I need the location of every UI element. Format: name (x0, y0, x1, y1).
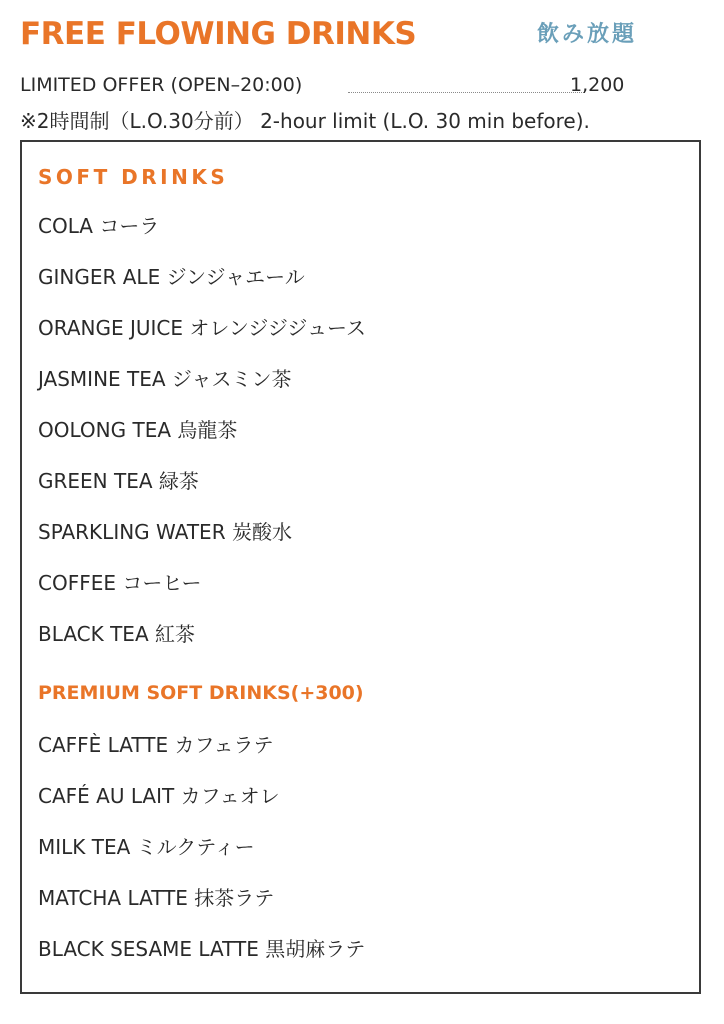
menu-item-coffee: COFFEE コーヒー (38, 571, 202, 595)
offer-leader-dots (348, 92, 584, 93)
page-title: FREE FLOWING DRINKS (20, 16, 417, 52)
page-title-japanese: 飲み放題 (537, 22, 638, 47)
offer-price: 1,200 (570, 74, 625, 96)
menu-item-green-tea: GREEN TEA 緑茶 (38, 469, 199, 493)
offer-label: LIMITED OFFER (OPEN–20:00) (20, 74, 303, 96)
menu-item-jasmine-tea: JASMINE TEA ジャスミン茶 (38, 367, 292, 391)
time-limit-note: ※2時間制（L.O.30分前） 2-hour limit (L.O. 30 min before). (20, 109, 590, 133)
menu-item-orange-juice: ORANGE JUICE オレンジジジュース (38, 316, 366, 340)
premium-drinks-heading: PREMIUM SOFT DRINKS(+300) (38, 682, 364, 704)
menu-item-black-sesame-latte: BLACK SESAME LATTE 黒胡麻ラテ (38, 937, 366, 961)
drinks-menu-box (20, 140, 701, 994)
menu-item-caffe-latte: CAFFÈ LATTE カフェラテ (38, 733, 274, 757)
menu-item-ginger-ale: GINGER ALE ジンジャエール (38, 265, 305, 289)
menu-item-sparkling-water: SPARKLING WATER 炭酸水 (38, 520, 292, 544)
menu-item-cola: COLA コーラ (38, 214, 160, 238)
menu-item-black-tea: BLACK TEA 紅茶 (38, 622, 195, 646)
soft-drinks-heading: SOFT DRINKS (38, 165, 229, 189)
offer-row (20, 70, 630, 100)
menu-item-oolong-tea: OOLONG TEA 烏龍茶 (38, 418, 238, 442)
menu-item-cafe-au-lait: CAFÉ AU LAIT カフェオレ (38, 784, 280, 808)
menu-item-milk-tea: MILK TEA ミルクティー (38, 835, 255, 859)
menu-item-matcha-latte: MATCHA LATTE 抹茶ラテ (38, 886, 275, 910)
